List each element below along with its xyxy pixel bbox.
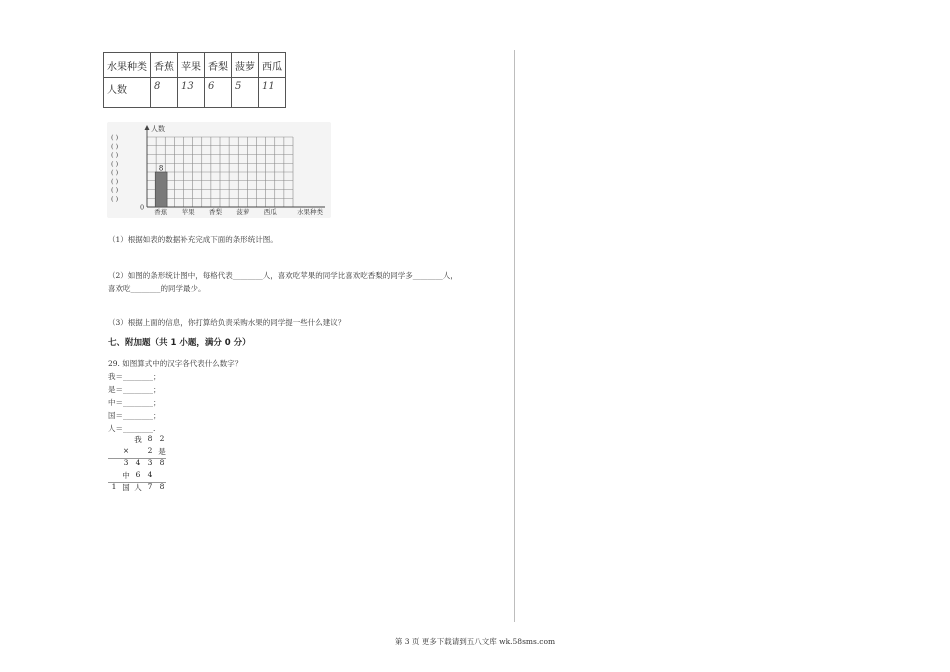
x-tick-label: 苹果	[181, 208, 195, 216]
table-cell: 13	[178, 78, 205, 108]
y-tick-label: ( )	[111, 159, 119, 168]
bar-data-label: 8	[158, 164, 164, 173]
question-2-line-1: （2）如图的条形统计图中，每格代表________人，喜欢吃苹果的同学比喜欢吃香梨的同学多________人，	[108, 271, 458, 280]
question-1: （1）根据如表的数据补充完成下面的条形统计图。	[108, 235, 278, 244]
calc-digit: 人	[134, 483, 142, 492]
answer-line: 我＝________；	[108, 372, 161, 381]
calc-row	[108, 458, 166, 470]
table-header-cell: 香梨	[205, 53, 232, 78]
table-row	[104, 78, 286, 108]
y-tick-label: ( )	[111, 133, 119, 142]
table-header-row	[104, 53, 286, 78]
page-divider	[514, 50, 515, 622]
table-cell: 8	[151, 78, 178, 108]
y-tick-label: ( )	[111, 142, 119, 151]
calc-digit: 2	[147, 446, 153, 455]
x-tick-label: 菠萝	[236, 208, 250, 216]
answer-line: 是＝________；	[108, 385, 161, 394]
y-tick-label: ( )	[111, 186, 119, 194]
answer-line: 中＝________；	[108, 398, 161, 407]
x-axis-label: 水果种类	[297, 208, 323, 216]
y-tick-label: ( )	[111, 151, 119, 159]
y-tick-label: ( )	[111, 194, 119, 203]
calc-digit: 4	[147, 470, 153, 479]
answer-line: 国＝________；	[108, 411, 161, 420]
question-29-prompt: 29. 如图算式中的汉字各代表什么数字？	[108, 359, 243, 368]
table-cell: 11	[259, 78, 286, 108]
calc-digit: 是	[158, 447, 166, 456]
calc-digit: ×	[122, 446, 130, 455]
calc-digit: 8	[147, 434, 153, 443]
y-tick-label: 0	[140, 203, 145, 212]
calc-row	[108, 434, 166, 446]
calc-digit: 国	[122, 483, 130, 492]
table-header-cell: 香蕉	[151, 53, 178, 78]
answer-line: 人＝________.	[108, 424, 156, 433]
calc-digit: 8	[159, 482, 165, 491]
calc-digit: 1	[111, 482, 117, 491]
calc-row	[108, 482, 166, 494]
table-header-cell: 西瓜	[259, 53, 286, 78]
y-axis-arrow	[145, 125, 150, 130]
question-2-line-2: 喜欢吃________的同学最少。	[108, 284, 206, 293]
calc-digit: 3	[123, 458, 129, 467]
page-footer: 第 3 页 更多下载请到五八文库 wk.58sms.com	[394, 637, 556, 646]
bar-chart-svg	[107, 122, 331, 218]
calc-row	[108, 470, 166, 482]
calc-digit: 7	[147, 482, 153, 491]
question-3: （3）根据上面的信息，你打算给负责采购水果的同学提一些什么建议？	[108, 318, 346, 327]
bar-chart	[107, 122, 331, 218]
calc-digit: 我	[134, 435, 142, 444]
y-axis-label: 人数	[151, 125, 165, 133]
table-header-cell: 苹果	[178, 53, 205, 78]
x-tick-label: 香梨	[208, 208, 222, 216]
table-cell: 5	[232, 78, 259, 108]
section-heading: 七、附加题（共 1 小题，满分 0 分）	[108, 338, 251, 348]
table-header-cell: 菠萝	[232, 53, 259, 78]
calc-digit: 3	[147, 458, 153, 467]
table-header-cell: 水果种类	[104, 53, 151, 78]
table-cell: 6	[205, 78, 232, 108]
calc-row	[108, 446, 166, 458]
bar	[155, 172, 167, 207]
calc-digit: 中	[122, 471, 130, 480]
table-row-label: 人数	[104, 78, 151, 108]
calc-digit: 2	[159, 434, 165, 443]
fruit-survey-table	[103, 52, 286, 108]
calc-digit: 4	[135, 458, 141, 467]
x-tick-label: 西瓜	[263, 208, 277, 216]
calc-digit: 6	[135, 470, 141, 479]
calc-digit: 8	[159, 458, 165, 467]
y-tick-label: ( )	[111, 168, 119, 177]
y-tick-label: ( )	[111, 177, 119, 186]
x-tick-label: 香蕉	[154, 208, 168, 216]
